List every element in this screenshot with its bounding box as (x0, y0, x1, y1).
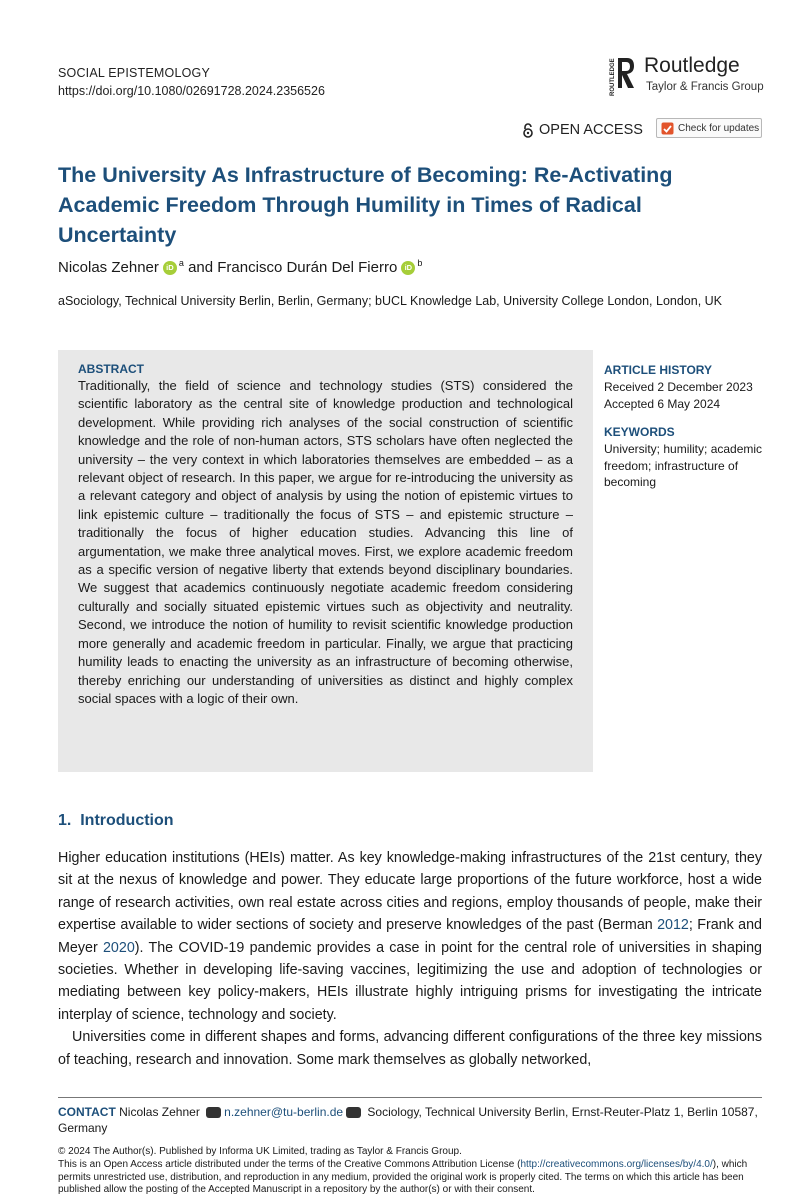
introduction-body (58, 847, 762, 1071)
affiliations: aSociology, Technical University Berlin, Berlin, Germany; bUCL Knowledge Lab, University College London, London, UK (58, 294, 723, 308)
abstract-heading: ABSTRACT (78, 362, 144, 376)
footer-divider (58, 1097, 762, 1098)
check-updates-label: Check for updates (678, 122, 760, 134)
orcid-icon[interactable]: iD (401, 261, 415, 275)
address-icon (346, 1107, 361, 1118)
paragraph-1-text-a: Higher education institutions (HEIs) matter. As key knowledge-making infrastructures of the 21st century, they sit at the nexus of knowledge and power. They educate large proportions of the future workforce, host a wide range of research activities, own real estate across cities and regions, employ thousands of people, make their expertise available to wider sections of society and preserve knowledges of the past (Berman (58, 850, 762, 934)
contact-info (58, 1104, 762, 1136)
open-lock-icon (522, 123, 534, 138)
paragraph-2: Universities come in different shapes and forms, advancing different configurations of the three key missions of teaching, research and innovation. Some mark themselves as globally networked, (58, 1029, 762, 1068)
open-access-badge (522, 122, 643, 138)
keywords-list: University; humility; academic freedom; infrastructure of becoming (604, 442, 763, 489)
license-notice (58, 1146, 762, 1197)
author-2-affil-mark: b (417, 257, 423, 268)
contact-label: CONTACT (58, 1105, 116, 1119)
article-title: The University As Infrastructure of Becoming: Re-Activating Academic Freedom Through Humility in Times of Radical Uncertainty (58, 163, 673, 247)
logo-vertical-text: ROUTLEDGE (610, 58, 616, 96)
check-updates-icon (661, 122, 674, 135)
routledge-logo-icon (606, 54, 636, 98)
contact-email-link[interactable]: n.zehner@tu-berlin.de (224, 1105, 344, 1119)
paragraph-1 (58, 847, 762, 1026)
orcid-icon[interactable]: iD (163, 261, 177, 275)
keywords-heading: KEYWORDS (604, 425, 675, 439)
accepted-date: Accepted 6 May 2024 (604, 397, 721, 411)
journal-name: SOCIAL EPISTEMOLOGY (58, 66, 210, 80)
copyright-line: © 2024 The Author(s). Published by Informa UK Limited, trading as Taylor & Francis Group. (58, 1146, 462, 1157)
paragraph-1-text-c: ). The COVID-19 pandemic provides a case in point for the central role of universities in shaping societies. Whether in developing life-saving vaccines, legitimizing the use and adoption of technologies or mediating between key policy-makers, HEIs illustrate highly intriguing prisms for investigating the intricate interplay of science, technology and society. (58, 939, 762, 1023)
publisher-name: Routledge (644, 54, 740, 77)
license-link[interactable]: http://creativecommons.org/licenses/by/4.0/ (520, 1158, 713, 1170)
author-line (58, 259, 422, 276)
license-text-a: This is an Open Access article distributed under the terms of the Creative Commons Attribution License ( (58, 1158, 521, 1170)
citation-link[interactable]: 2012 (657, 917, 689, 934)
email-icon (206, 1107, 221, 1118)
contact-address: Sociology, Technical University Berlin, Ernst-Reuter-Platz 1, Berlin 10587, Germany (58, 1105, 758, 1135)
author-1-affil-mark: a (178, 257, 184, 268)
article-history-heading: ARTICLE HISTORY (604, 363, 713, 377)
author-2-name: and Francisco Durán Del Fierro (183, 259, 398, 276)
check-updates-button[interactable] (656, 118, 762, 138)
abstract-text: Traditionally, the field of science and technology studies (STS) considered the scientific laboratory as the central site of knowledge production and technological development. While providing rich analyses of the social construction of scientific knowledge and the role of non-human actors, STS scholars have often neglected the university – the very context in which laboratories themselves are embedded – as a relevant object of research. In this paper, we argue for re-introducing the university as a relevant category and object of analysis by using the notion of epistemic virtues to link epistemic culture – traditionally the focus of STS – and epistemic structure – traditionally the focus of higher education studies. Advancing this line of argumentation, we make three analytical moves. First, we explore academic freedom as a specific version of negative liberty that extends beyond disciplinary boundaries. We suggest that academics continuously negotiate academic freedom considering culturally and socially situated epistemic virtues such as objectivity and neutrality. Second, we introduce the notion of humility to revisit scientific knowledge production more generally and academic freedom in particular. Finally, we argue that practicing humility leads to enacting the university as an infrastructure of becoming otherwise, thereby enriching our understanding of universities as distinct and highly complex social spaces with a logic of their own. (78, 378, 573, 706)
doi-link[interactable]: https://doi.org/10.1080/02691728.2024.2356526 (58, 84, 325, 98)
license-text-b: ), which permits unrestricted use, distribution, and reproduction in any medium, provided the original work is properly cited. The terms on which this article has been published allow the posting of the Accepted Manuscript in a repository by the author(s) or with their consent. (58, 1158, 748, 1196)
open-access-label: OPEN ACCESS (539, 122, 643, 138)
received-date: Received 2 December 2023 (604, 380, 753, 394)
paragraph-1-text-b: ; Frank and Meyer (58, 917, 762, 956)
citation-link[interactable]: 2020 (102, 939, 135, 956)
author-1-name: Nicolas Zehner (58, 259, 159, 276)
contact-name: Nicolas Zehner (115, 1105, 204, 1119)
section-heading-introduction: 1. Introduction (58, 812, 174, 829)
publisher-subtitle: Taylor & Francis Group (646, 81, 764, 93)
license-text (58, 1159, 762, 1197)
